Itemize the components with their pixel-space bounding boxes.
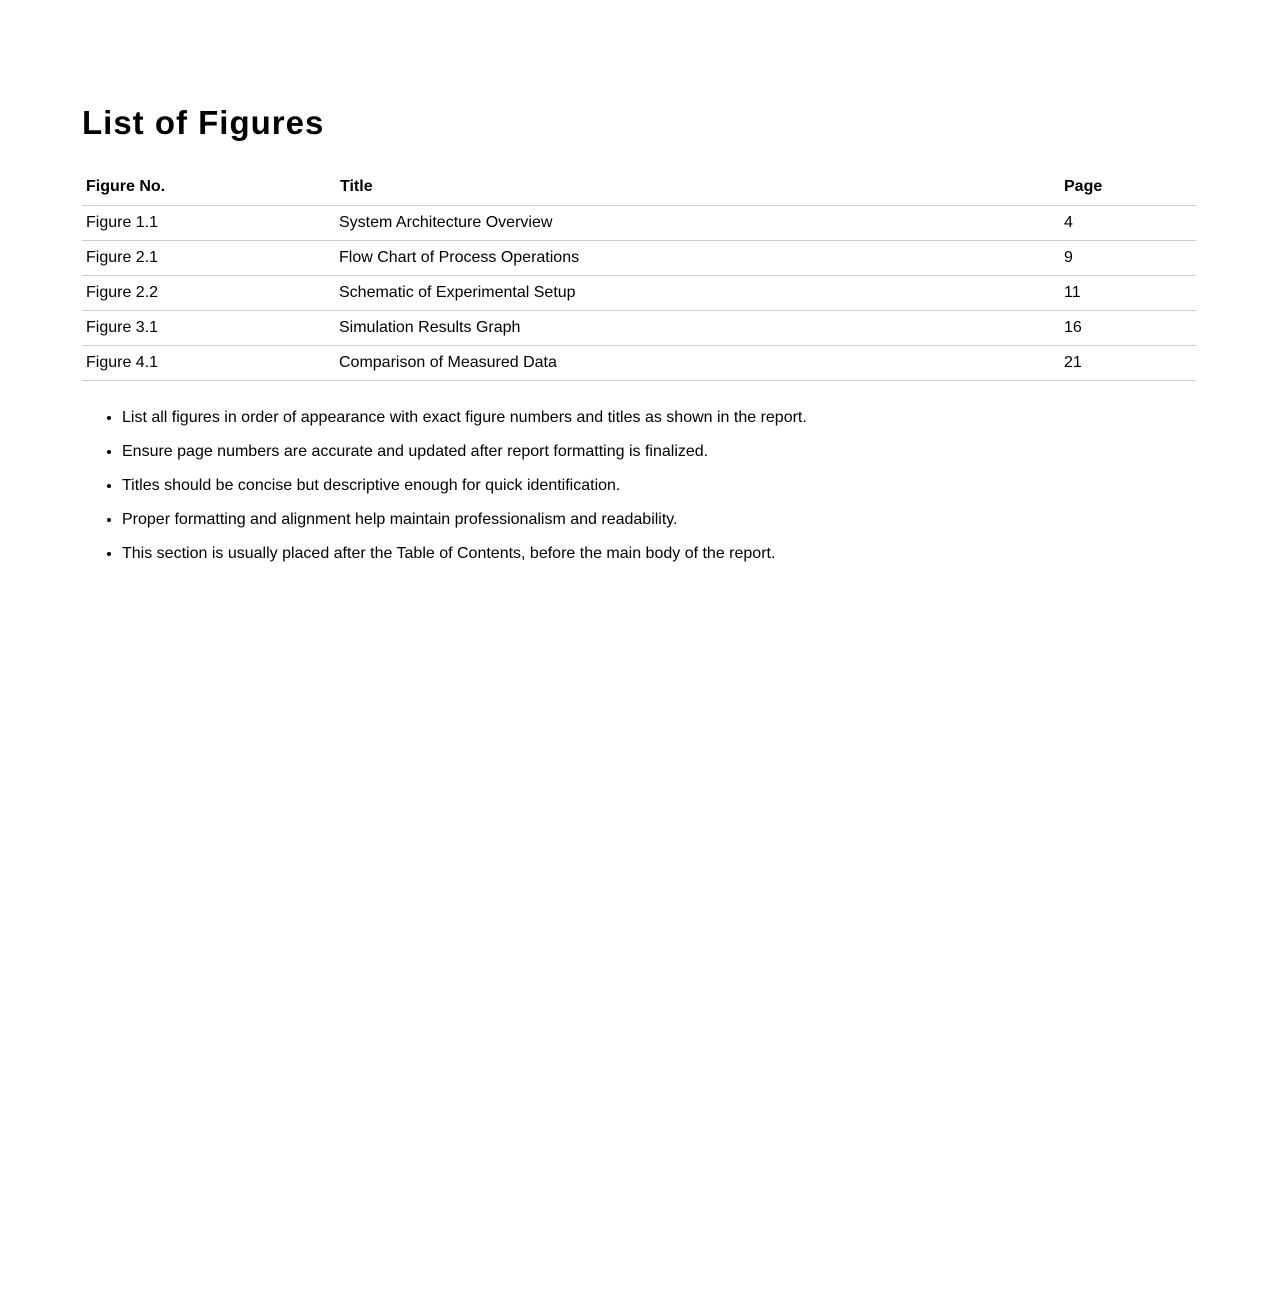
header-page: Page (1060, 169, 1196, 206)
figure-title-cell: System Architecture Overview (336, 206, 1060, 241)
figure-title-cell: Flow Chart of Process Operations (336, 241, 1060, 276)
table-row (82, 311, 1196, 346)
table-row (82, 241, 1196, 276)
note-item: • Titles should be concise but descriptive enough for quick identification. (122, 475, 1196, 497)
header-figure-no: Figure No. (82, 169, 336, 206)
figure-title-cell: Comparison of Measured Data (336, 346, 1060, 381)
table-header-row (82, 169, 1196, 206)
note-item: • List all figures in order of appearance with exact figure numbers and titles as shown in the report. (122, 407, 1196, 429)
table-row (82, 346, 1196, 381)
figure-number-cell: Figure 3.1 (82, 311, 336, 346)
figure-page-cell: 9 (1060, 241, 1196, 276)
table-row (82, 206, 1196, 241)
header-title: Title (336, 169, 1060, 206)
figure-page-cell: 11 (1060, 276, 1196, 311)
figure-number-cell: Figure 2.2 (82, 276, 336, 311)
figure-page-cell: 4 (1060, 206, 1196, 241)
page-title: List of Figures (82, 104, 325, 141)
figures-table (82, 169, 1196, 381)
table-row (82, 276, 1196, 311)
figure-title-cell: Schematic of Experimental Setup (336, 276, 1060, 311)
note-item: • Ensure page numbers are accurate and updated after report formatting is finalized. (122, 441, 1196, 463)
note-item: • Proper formatting and alignment help maintain professionalism and readability. (122, 509, 1196, 531)
figure-page-cell: 21 (1060, 346, 1196, 381)
note-item: • This section is usually placed after the Table of Contents, before the main body of the report. (122, 543, 1196, 565)
figure-page-cell: 16 (1060, 311, 1196, 346)
notes-list (82, 407, 1196, 565)
figure-number-cell: Figure 1.1 (82, 206, 336, 241)
document-page (0, 0, 1278, 565)
figure-number-cell: Figure 4.1 (82, 346, 336, 381)
figure-title-cell: Simulation Results Graph (336, 311, 1060, 346)
figure-number-cell: Figure 2.1 (82, 241, 336, 276)
